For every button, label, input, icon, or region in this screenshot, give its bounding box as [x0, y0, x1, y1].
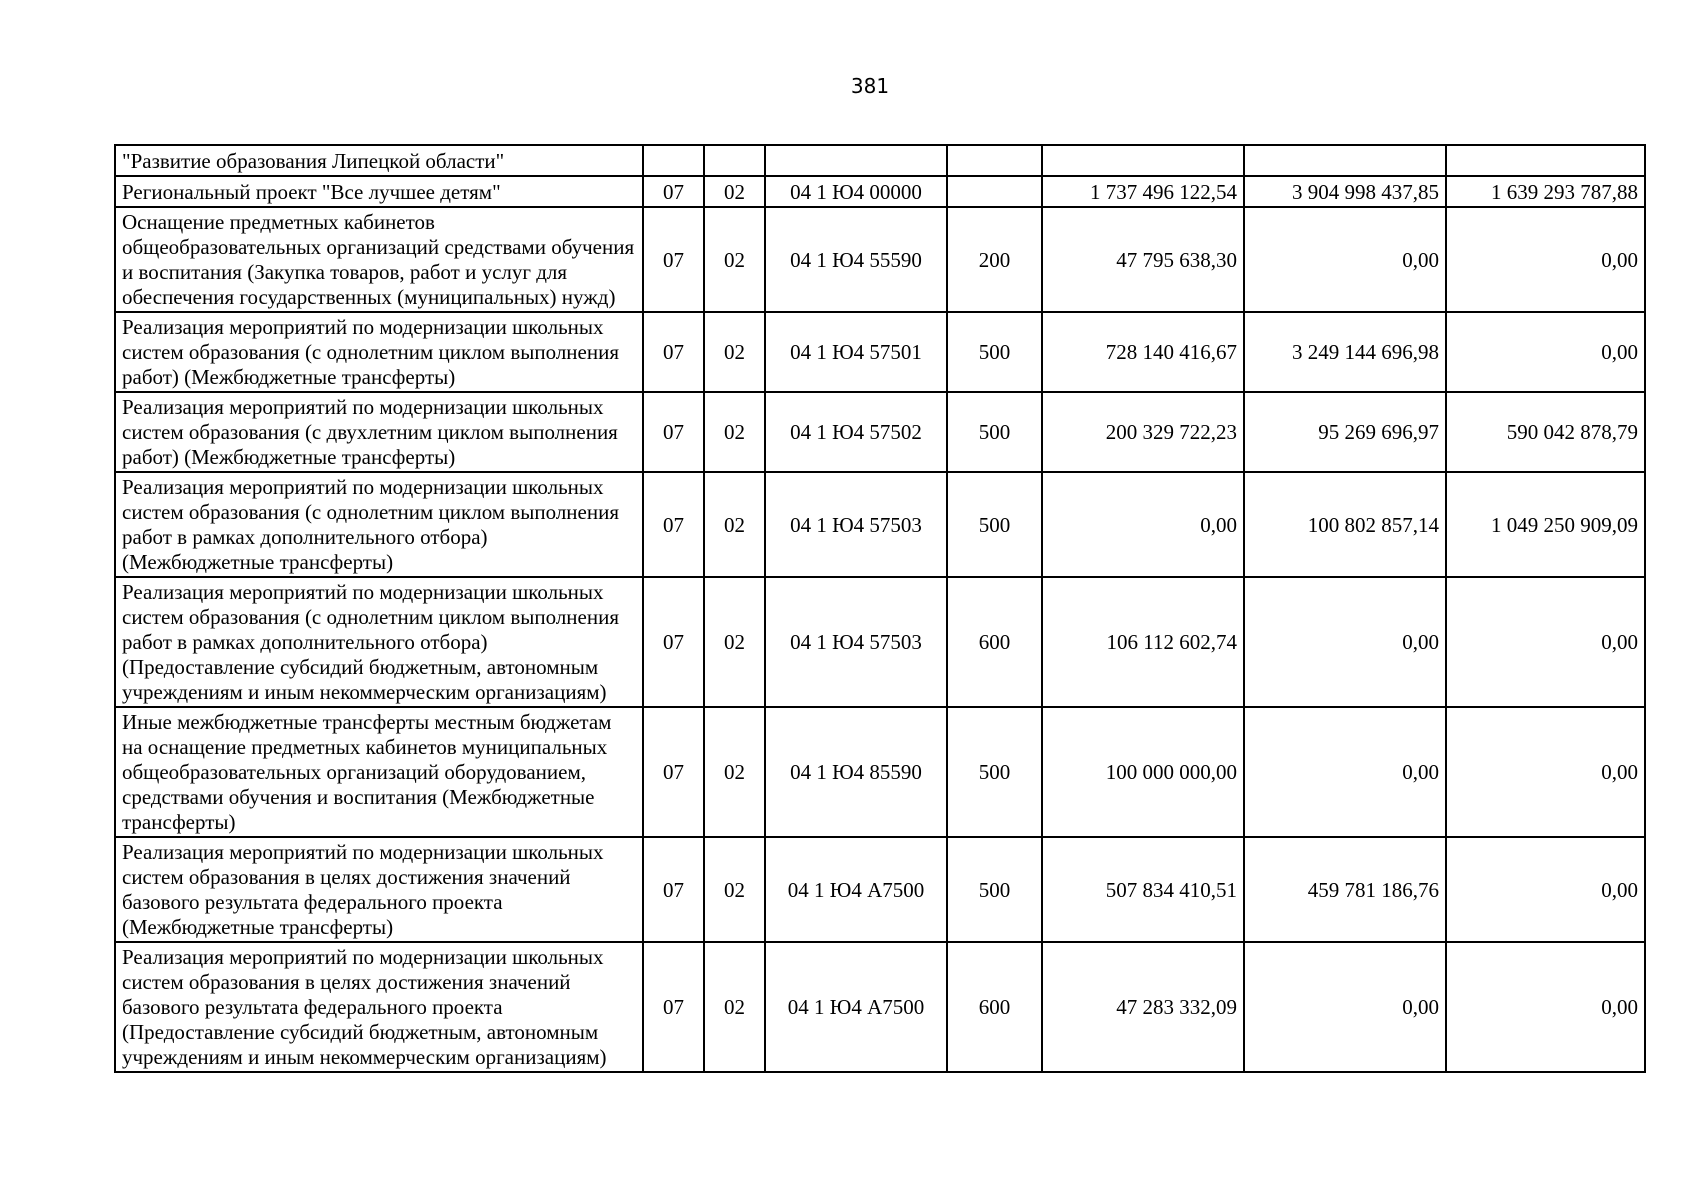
amount-year-2: 459 781 186,76: [1244, 837, 1446, 942]
target-article-code: 04 1 Ю4 85590: [765, 707, 947, 837]
amount-year-1: 200 329 722,23: [1042, 392, 1244, 472]
expense-type-code: [947, 145, 1042, 176]
subsection-code: [704, 145, 765, 176]
table-row: [115, 472, 1645, 577]
subsection-code: 02: [704, 207, 765, 312]
amount-year-1: [1042, 145, 1244, 176]
amount-year-1: 1 737 496 122,54: [1042, 176, 1244, 207]
section-code: 07: [643, 472, 704, 577]
amount-year-3: 0,00: [1446, 942, 1645, 1072]
amount-year-3: 590 042 878,79: [1446, 392, 1645, 472]
amount-year-3: 0,00: [1446, 837, 1645, 942]
row-description: Оснащение предметных кабинетов общеобразовательных организаций средствами обучения и воспитания (Закупка товаров, работ и услуг для обеспечения государственных (муниципальных) нужд): [115, 207, 643, 312]
amount-year-1: 47 283 332,09: [1042, 942, 1244, 1072]
row-description: "Развитие образования Липецкой области": [115, 145, 643, 176]
table-row: [115, 707, 1645, 837]
subsection-code: 02: [704, 707, 765, 837]
expense-type-code: 200: [947, 207, 1042, 312]
subsection-code: 02: [704, 472, 765, 577]
amount-year-3: 1 049 250 909,09: [1446, 472, 1645, 577]
target-article-code: 04 1 Ю4 55590: [765, 207, 947, 312]
amount-year-2: 95 269 696,97: [1244, 392, 1446, 472]
section-code: 07: [643, 837, 704, 942]
section-code: 07: [643, 176, 704, 207]
section-code: 07: [643, 577, 704, 707]
amount-year-2: 3 904 998 437,85: [1244, 176, 1446, 207]
section-code: 07: [643, 707, 704, 837]
table-row: [115, 577, 1645, 707]
amount-year-1: 100 000 000,00: [1042, 707, 1244, 837]
amount-year-1: 106 112 602,74: [1042, 577, 1244, 707]
row-description: Региональный проект "Все лучшее детям": [115, 176, 643, 207]
target-article-code: 04 1 Ю4 00000: [765, 176, 947, 207]
row-description: Реализация мероприятий по модернизации школьных систем образования в целях достижения значений базового результата федерального проекта (Предоставление субсидий бюджетным, автономным учреждениям и иным некоммерческим организациям): [115, 942, 643, 1072]
row-description: Реализация мероприятий по модернизации школьных систем образования (с однолетним циклом выполнения работ в рамках дополнительного отбора) (Предоставление субсидий бюджетным, автономным учреждениям и иным некоммерческим организациям): [115, 577, 643, 707]
section-code: 07: [643, 392, 704, 472]
target-article-code: 04 1 Ю4 57503: [765, 577, 947, 707]
budget-table: [114, 144, 1646, 1073]
amount-year-1: 0,00: [1042, 472, 1244, 577]
row-description: Реализация мероприятий по модернизации школьных систем образования (с однолетним циклом выполнения работ) (Межбюджетные трансферты): [115, 312, 643, 392]
amount-year-2: 100 802 857,14: [1244, 472, 1446, 577]
subsection-code: 02: [704, 837, 765, 942]
subsection-code: 02: [704, 392, 765, 472]
amount-year-1: 507 834 410,51: [1042, 837, 1244, 942]
section-code: [643, 145, 704, 176]
target-article-code: 04 1 Ю4 57501: [765, 312, 947, 392]
section-code: 07: [643, 312, 704, 392]
subsection-code: 02: [704, 312, 765, 392]
table-row: [115, 392, 1645, 472]
page-number: 381: [850, 74, 890, 98]
row-description: Реализация мероприятий по модернизации школьных систем образования в целях достижения значений базового результата федерального проекта (Межбюджетные трансферты): [115, 837, 643, 942]
section-code: 07: [643, 207, 704, 312]
table-row: [115, 145, 1645, 176]
amount-year-2: 0,00: [1244, 707, 1446, 837]
amount-year-3: [1446, 145, 1645, 176]
expense-type-code: 500: [947, 837, 1042, 942]
subsection-code: 02: [704, 942, 765, 1072]
target-article-code: [765, 145, 947, 176]
table-row: [115, 207, 1645, 312]
amount-year-2: 0,00: [1244, 577, 1446, 707]
amount-year-2: 0,00: [1244, 207, 1446, 312]
amount-year-2: 3 249 144 696,98: [1244, 312, 1446, 392]
subsection-code: 02: [704, 176, 765, 207]
expense-type-code: 600: [947, 942, 1042, 1072]
expense-type-code: 600: [947, 577, 1042, 707]
expense-type-code: 500: [947, 707, 1042, 837]
table-row: [115, 942, 1645, 1072]
expense-type-code: 500: [947, 472, 1042, 577]
expense-type-code: [947, 176, 1042, 207]
table-row: [115, 176, 1645, 207]
amount-year-1: 728 140 416,67: [1042, 312, 1244, 392]
row-description: Иные межбюджетные трансферты местным бюджетам на оснащение предметных кабинетов муниципальных общеобразовательных организаций оборудованием, средствами обучения и воспитания (Межбюджетные трансферты): [115, 707, 643, 837]
section-code: 07: [643, 942, 704, 1072]
amount-year-3: 0,00: [1446, 207, 1645, 312]
table-row: [115, 312, 1645, 392]
target-article-code: 04 1 Ю4 А7500: [765, 837, 947, 942]
target-article-code: 04 1 Ю4 А7500: [765, 942, 947, 1072]
subsection-code: 02: [704, 577, 765, 707]
amount-year-3: 0,00: [1446, 577, 1645, 707]
target-article-code: 04 1 Ю4 57503: [765, 472, 947, 577]
table-row: [115, 837, 1645, 942]
row-description: Реализация мероприятий по модернизации школьных систем образования (с двухлетним циклом выполнения работ) (Межбюджетные трансферты): [115, 392, 643, 472]
row-description: Реализация мероприятий по модернизации школьных систем образования (с однолетним циклом выполнения работ в рамках дополнительного отбора) (Межбюджетные трансферты): [115, 472, 643, 577]
expense-type-code: 500: [947, 392, 1042, 472]
amount-year-3: 0,00: [1446, 707, 1645, 837]
amount-year-3: 0,00: [1446, 312, 1645, 392]
amount-year-2: 0,00: [1244, 942, 1446, 1072]
expense-type-code: 500: [947, 312, 1042, 392]
amount-year-2: [1244, 145, 1446, 176]
amount-year-1: 47 795 638,30: [1042, 207, 1244, 312]
target-article-code: 04 1 Ю4 57502: [765, 392, 947, 472]
amount-year-3: 1 639 293 787,88: [1446, 176, 1645, 207]
